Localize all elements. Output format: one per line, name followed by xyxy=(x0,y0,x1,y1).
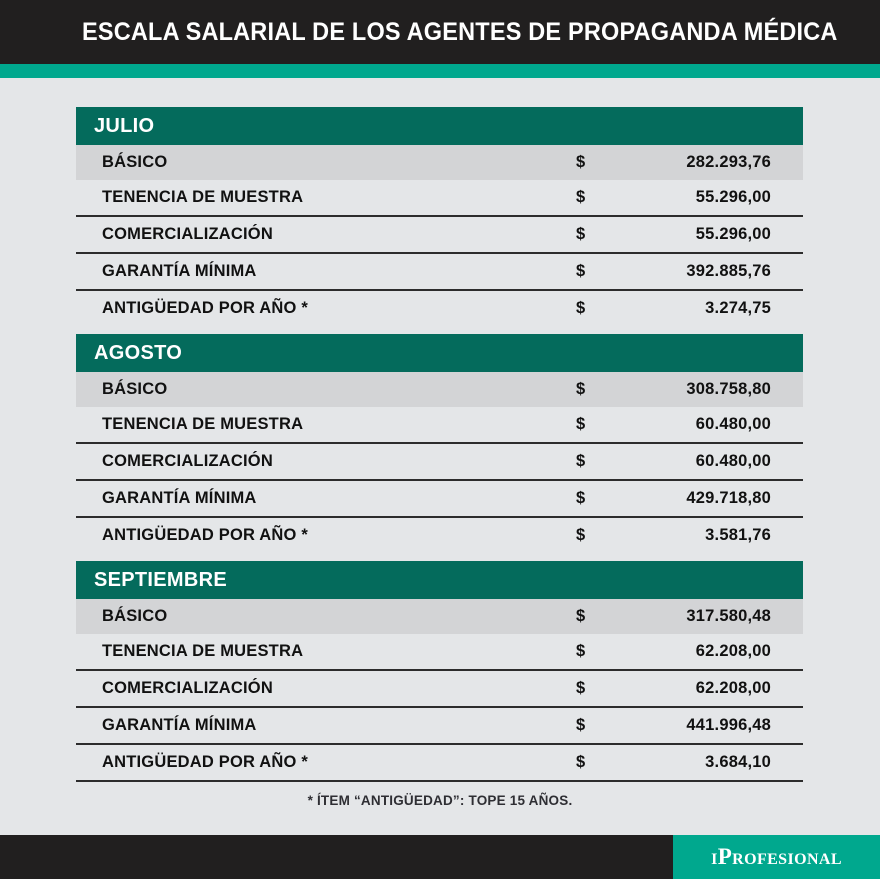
amount-cell xyxy=(576,225,771,244)
header-accent-rule xyxy=(0,64,880,78)
month-section xyxy=(76,561,803,782)
table-row xyxy=(76,254,803,289)
concept-label: BÁSICO xyxy=(102,380,168,398)
concept-label: BÁSICO xyxy=(102,607,168,625)
amount-value: 282.293,76 xyxy=(686,153,771,171)
amount-value: 55.296,00 xyxy=(695,188,771,206)
amount-cell xyxy=(576,679,771,698)
row-divider xyxy=(76,780,803,782)
table-row xyxy=(76,291,803,326)
month-header: AGOSTO xyxy=(76,334,803,372)
table-row xyxy=(76,518,803,553)
currency-symbol: $ xyxy=(576,452,586,470)
amount-value: 60.480,00 xyxy=(695,452,771,470)
currency-symbol: $ xyxy=(576,380,586,398)
table-row xyxy=(76,745,803,780)
concept-label: TENENCIA DE MUESTRA xyxy=(102,415,304,433)
amount-value: 308.758,80 xyxy=(686,380,771,398)
salary-table xyxy=(76,107,803,782)
table-row xyxy=(76,481,803,516)
table-row xyxy=(76,372,803,407)
concept-label: COMERCIALIZACIÓN xyxy=(102,225,273,243)
currency-symbol: $ xyxy=(576,299,586,317)
table-row xyxy=(76,708,803,743)
table-row xyxy=(76,599,803,634)
amount-cell xyxy=(576,607,771,626)
table-row xyxy=(76,444,803,479)
currency-symbol: $ xyxy=(576,526,586,544)
amount-value: 3.684,10 xyxy=(705,753,771,771)
month-section xyxy=(76,107,803,326)
amount-cell xyxy=(576,642,771,661)
currency-symbol: $ xyxy=(576,262,586,280)
month-header: SEPTIEMBRE xyxy=(76,561,803,599)
amount-value: 3.274,75 xyxy=(705,299,771,317)
amount-cell xyxy=(576,153,771,172)
amount-value: 3.581,76 xyxy=(705,526,771,544)
month-header: JULIO xyxy=(76,107,803,145)
amount-value: 62.208,00 xyxy=(695,642,771,660)
table-row xyxy=(76,671,803,706)
month-section xyxy=(76,334,803,553)
amount-cell xyxy=(576,489,771,508)
table-row xyxy=(76,407,803,442)
currency-symbol: $ xyxy=(576,489,586,507)
amount-cell xyxy=(576,452,771,471)
amount-cell xyxy=(576,415,771,434)
footnote: * ÍTEM “ANTIGÜEDAD”: TOPE 15 AÑOS. xyxy=(307,793,573,808)
amount-cell xyxy=(576,188,771,207)
amount-cell xyxy=(576,380,771,399)
amount-value: 392.885,76 xyxy=(686,262,771,280)
currency-symbol: $ xyxy=(576,642,586,660)
concept-label: GARANTÍA MÍNIMA xyxy=(102,716,257,734)
amount-cell xyxy=(576,753,771,772)
currency-symbol: $ xyxy=(576,188,586,206)
concept-label: GARANTÍA MÍNIMA xyxy=(102,262,257,280)
table-row xyxy=(76,180,803,215)
amount-value: 317.580,48 xyxy=(686,607,771,625)
amount-cell xyxy=(576,526,771,545)
concept-label: COMERCIALIZACIÓN xyxy=(102,679,273,697)
iprofesional-logo: iProfesional xyxy=(711,844,842,869)
currency-symbol: $ xyxy=(576,607,586,625)
concept-label: TENENCIA DE MUESTRA xyxy=(102,188,304,206)
currency-symbol: $ xyxy=(576,415,586,433)
concept-label: ANTIGÜEDAD POR AÑO * xyxy=(102,753,308,771)
section-gap xyxy=(76,326,803,334)
concept-label: GARANTÍA MÍNIMA xyxy=(102,489,257,507)
currency-symbol: $ xyxy=(576,153,586,171)
table-row xyxy=(76,217,803,252)
concept-label: BÁSICO xyxy=(102,153,168,171)
currency-symbol: $ xyxy=(576,225,586,243)
amount-value: 55.296,00 xyxy=(695,225,771,243)
header-bar xyxy=(0,0,880,64)
currency-symbol: $ xyxy=(576,753,586,771)
amount-cell xyxy=(576,262,771,281)
page-title: ESCALA SALARIAL DE LOS AGENTES DE PROPAGANDA MÉDICA xyxy=(82,18,838,46)
concept-label: ANTIGÜEDAD POR AÑO * xyxy=(102,299,308,317)
amount-value: 60.480,00 xyxy=(695,415,771,433)
section-gap xyxy=(76,553,803,561)
table-row xyxy=(76,145,803,180)
currency-symbol: $ xyxy=(576,679,586,697)
currency-symbol: $ xyxy=(576,716,586,734)
concept-label: COMERCIALIZACIÓN xyxy=(102,452,273,470)
concept-label: ANTIGÜEDAD POR AÑO * xyxy=(102,526,308,544)
amount-cell xyxy=(576,299,771,318)
amount-value: 429.718,80 xyxy=(686,489,771,507)
amount-value: 441.996,48 xyxy=(686,716,771,734)
concept-label: TENENCIA DE MUESTRA xyxy=(102,642,304,660)
table-row xyxy=(76,634,803,669)
amount-value: 62.208,00 xyxy=(695,679,771,697)
amount-cell xyxy=(576,716,771,735)
